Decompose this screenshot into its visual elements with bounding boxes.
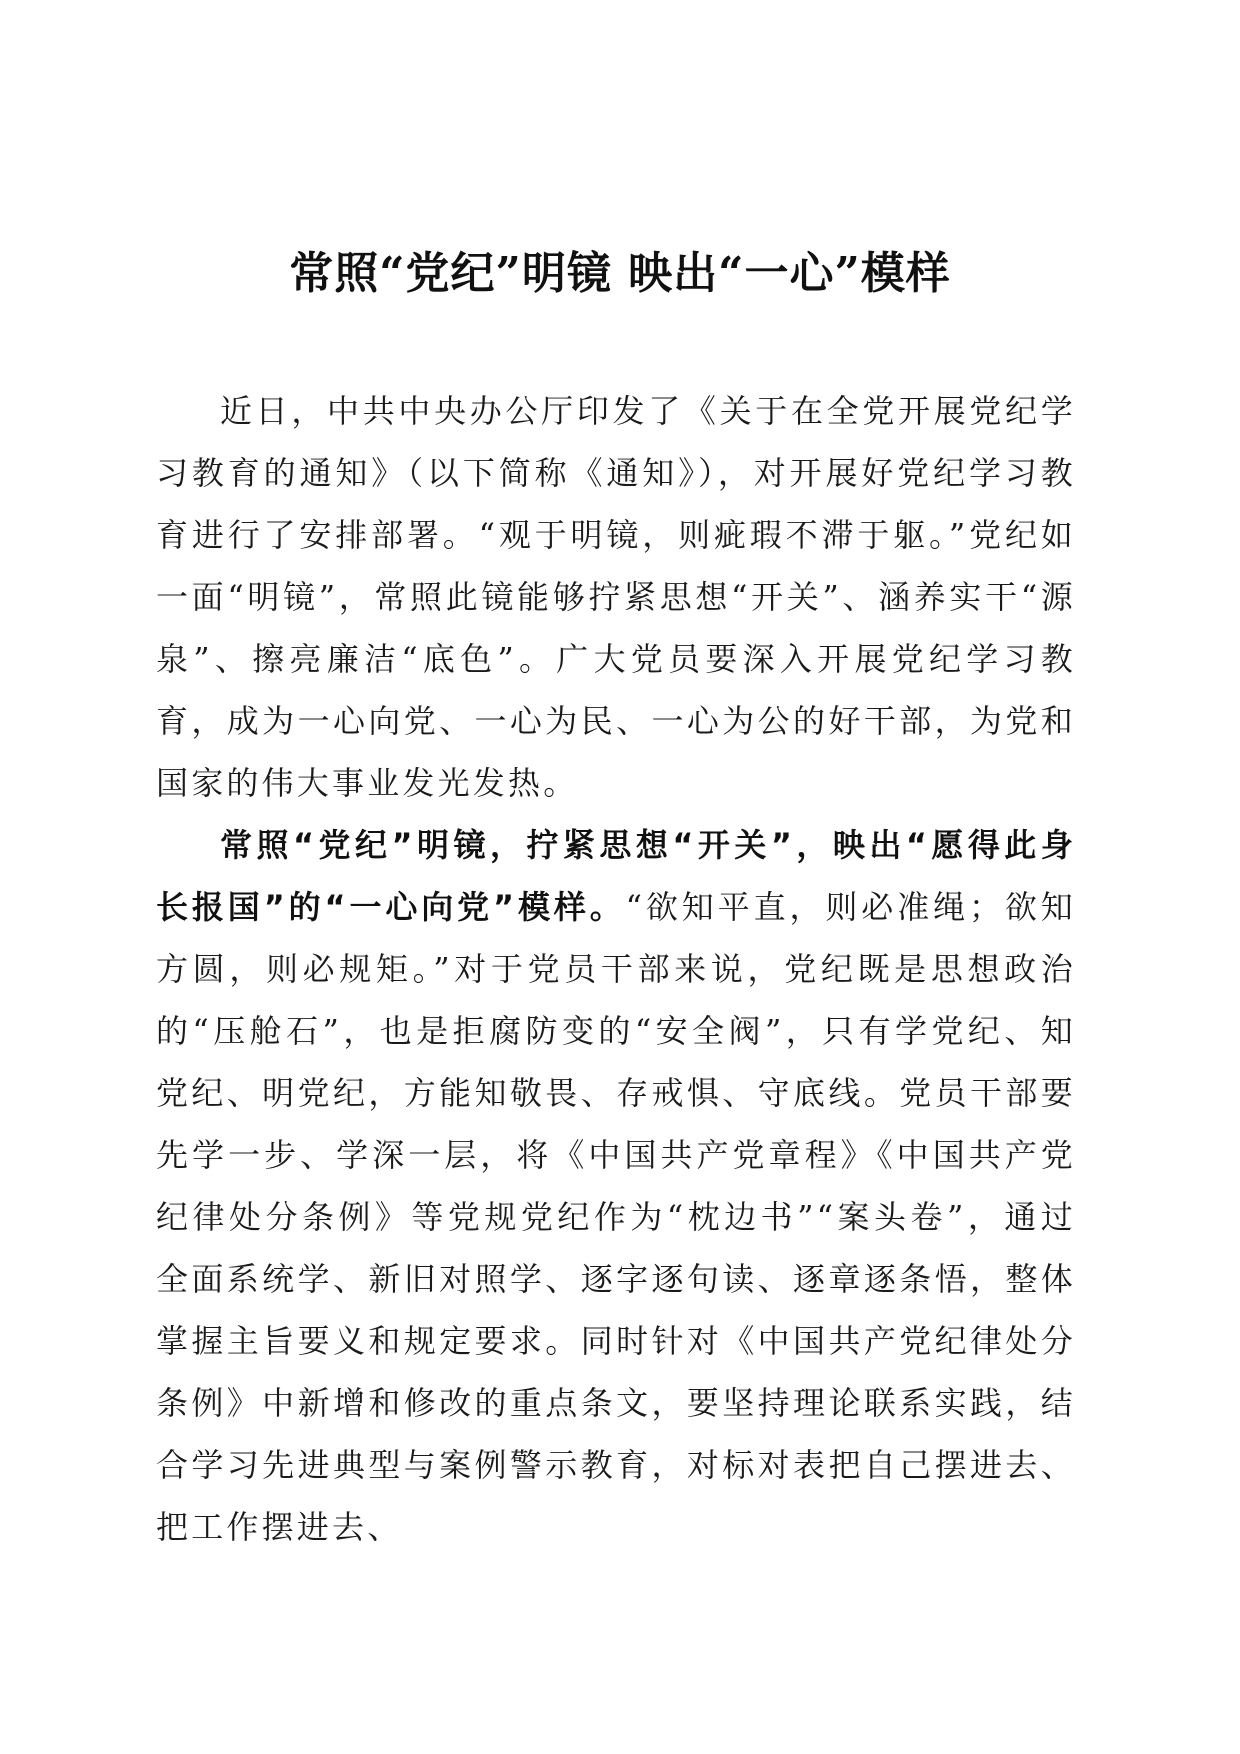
paragraph-section-one-lead: 常照“党纪”明镜，拧紧思想“开关”，映出“愿得此身长报国”的“一心向党”模样。 (156, 826, 1076, 926)
paragraph-intro-text: 近日，中共中央办公厅印发了《关于在全党开展党纪学习教育的通知》（以下简称《通知》），对开展好党纪学习教育进行了安排部署。“观于明镜，则疵瑕不滞于躯。”党纪如一面“明镜”，常照此镜能够拧紧思想“开关”、涵养实干“源泉”、擦亮廉洁“底色”。广大党员要深入开展党纪学习教育，成为一心向党、一心为民、一心为公的好干部，为党和国家的伟大事业发光发热。 (156, 392, 1076, 802)
paragraph-section-one-text: “欲知平直，则必准绳；欲知方圆，则必规矩。”对于党员干部来说，党纪既是思想政治的“压舱石”，也是拒腐防变的“安全阀”，只有学党纪、知党纪、明党纪，方能知敬畏、存戒惧、守底线。党员干部要先学一步、学深一层，将《中国共产党章程》《中国共产党纪律处分条例》等党规党纪作为“枕边书”“案头卷”，通过全面系统学、新旧对照学、逐字逐句读、逐章逐条悟，整体掌握主旨要义和规定要求。同时针对《中国共产党纪律处分条例》中新增和修改的重点条文，要坚持理论联系实践，结合学习先进典型与案例警示教育，对标对表把自己摆进去、把工作摆进去、 (156, 888, 1076, 1546)
document-title: 常照“党纪”明镜 映出“一心”模样 (289, 248, 951, 299)
paragraph-section-one (156, 814, 1076, 1558)
paragraph-intro (156, 380, 1076, 814)
document-body (156, 380, 1076, 1558)
